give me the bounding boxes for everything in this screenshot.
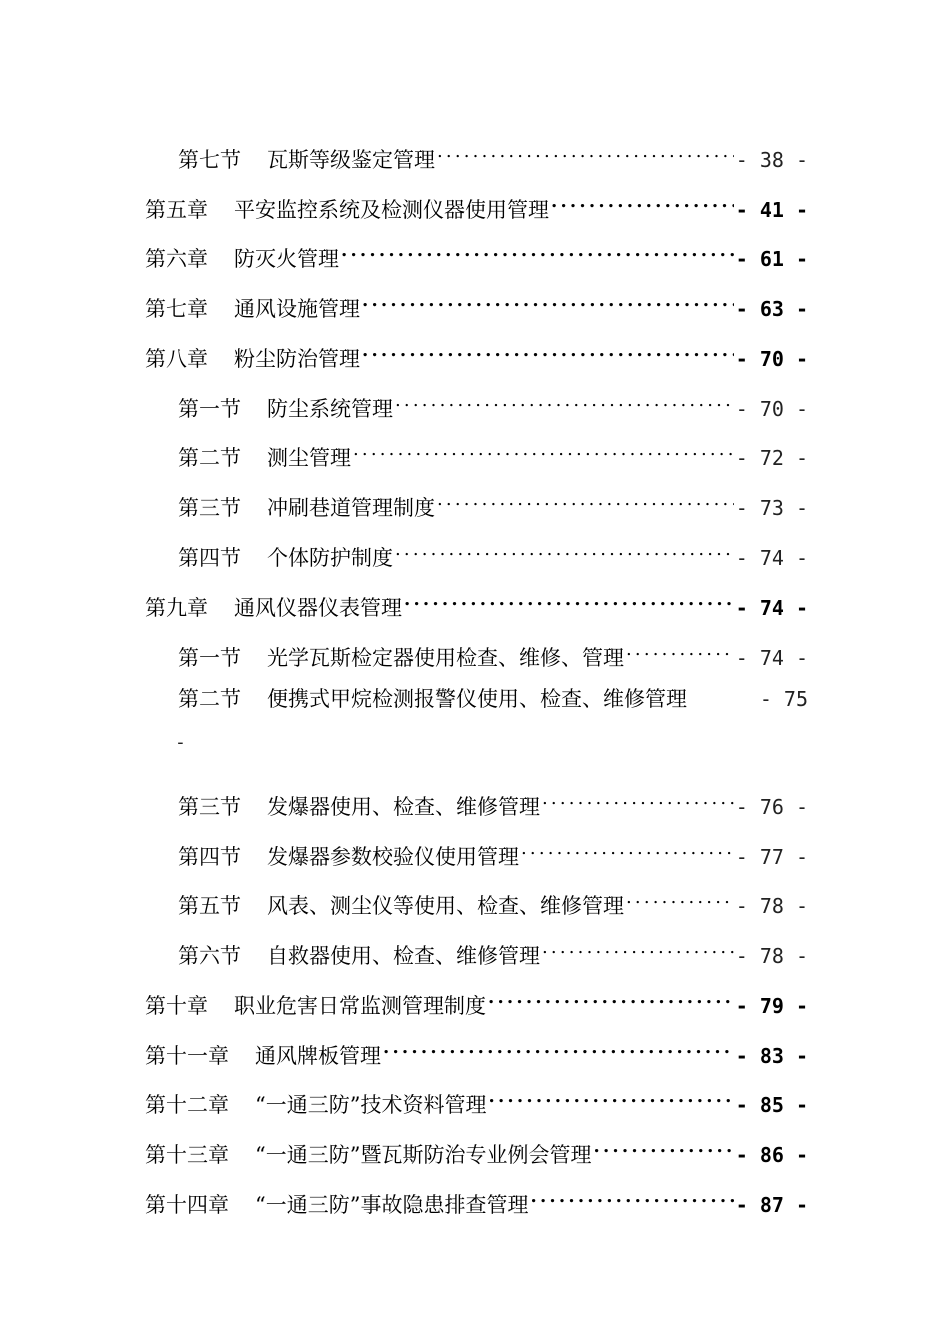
entry-page: - 83 - xyxy=(735,1044,808,1068)
entry-title: 便携式甲烷检测报警仪使用、检查、维修管理 xyxy=(267,687,687,711)
toc-entry[interactable] xyxy=(145,236,808,271)
toc-entry[interactable] xyxy=(178,386,808,421)
toc-entry[interactable] xyxy=(145,1033,808,1068)
entry-title: 光学瓦斯检定器使用检查、维修、管理 xyxy=(267,646,624,670)
entry-title: 冲刷巷道管理制度 xyxy=(267,496,435,520)
entry-number: 第二节 xyxy=(178,687,241,711)
toc-entry[interactable] xyxy=(145,983,808,1018)
dot-leader xyxy=(395,386,734,416)
dot-leader xyxy=(437,485,734,515)
entry-number: 第一节 xyxy=(178,646,241,670)
entry-title: 防灭火管理 xyxy=(234,247,339,271)
entry-number: 第三节 xyxy=(178,496,241,520)
dot-leader xyxy=(362,286,734,316)
entry-page: - 74 - xyxy=(735,546,808,570)
entry-title: 防尘系统管理 xyxy=(267,397,393,421)
entry-number: 第十一章 xyxy=(145,1044,229,1068)
entry-page: - 76 - xyxy=(735,795,808,819)
entry-page: - 87 - xyxy=(735,1193,808,1217)
entry-number: 第五节 xyxy=(178,894,241,918)
entry-page: - 74 - xyxy=(735,596,808,620)
dot-leader xyxy=(626,635,734,665)
toc-entry[interactable] xyxy=(178,834,808,869)
entry-number: 第六章 xyxy=(145,247,208,271)
entry-title: “一通三防”技术资料管理 xyxy=(255,1093,487,1117)
dot-leader xyxy=(626,883,734,913)
dot-leader xyxy=(437,137,734,167)
entry-number: 第四节 xyxy=(178,845,241,869)
entry-number: 第三节 xyxy=(178,795,241,819)
entry-title: 通风牌板管理 xyxy=(255,1044,381,1068)
toc-entry[interactable] xyxy=(175,684,808,753)
entry-page-tail: - xyxy=(175,732,186,753)
entry-page: - 70 - xyxy=(735,347,808,371)
dot-leader xyxy=(551,187,734,217)
entry-title: 发爆器参数校验仪使用管理 xyxy=(267,845,519,869)
entry-page: - 86 - xyxy=(735,1143,808,1167)
entry-number: 第七章 xyxy=(145,297,208,321)
toc-entry[interactable] xyxy=(145,286,808,321)
entry-page: - 72 - xyxy=(735,446,808,470)
entry-page: - 78 - xyxy=(735,944,808,968)
entry-page: - 85 - xyxy=(735,1093,808,1117)
dot-leader xyxy=(521,834,734,864)
entry-title: 通风设施管理 xyxy=(234,297,360,321)
entry-page: - 41 - xyxy=(735,198,808,222)
dot-leader xyxy=(542,933,734,963)
entry-page: - 74 - xyxy=(735,646,808,670)
entry-page: - 79 - xyxy=(735,994,808,1018)
entry-number: 第一节 xyxy=(178,397,241,421)
toc-entry[interactable] xyxy=(145,187,808,222)
toc-entry[interactable] xyxy=(178,435,808,470)
toc-entry[interactable] xyxy=(145,1182,808,1217)
toc-entry[interactable] xyxy=(178,933,808,968)
toc-entry[interactable] xyxy=(145,1132,808,1167)
entry-title: 风表、测尘仪等使用、检查、维修管理 xyxy=(267,894,624,918)
entry-title: 发爆器使用、检查、维修管理 xyxy=(267,795,540,819)
toc-entry[interactable] xyxy=(145,336,808,371)
entry-page: - 77 - xyxy=(735,845,808,869)
entry-page: - 75 xyxy=(759,687,808,711)
entry-page: - 78 - xyxy=(735,894,808,918)
entry-title: 职业危害日常监测管理制度 xyxy=(234,994,486,1018)
dot-leader xyxy=(542,784,734,814)
entry-number: 第七节 xyxy=(178,148,241,172)
entry-page: - 63 - xyxy=(735,297,808,321)
entry-number: 第四节 xyxy=(178,546,241,570)
toc-entry[interactable] xyxy=(178,883,808,918)
entry-title: 粉尘防治管理 xyxy=(234,347,360,371)
entry-title: 自救器使用、检查、维修管理 xyxy=(267,944,540,968)
entry-title: 平安监控系统及检测仪器使用管理 xyxy=(234,198,549,222)
dot-leader xyxy=(353,435,734,465)
toc-entry[interactable] xyxy=(178,535,808,570)
dot-leader xyxy=(383,1033,734,1063)
dot-leader xyxy=(488,1082,733,1112)
entry-page: - 61 - xyxy=(735,247,808,271)
dot-leader xyxy=(362,336,734,366)
toc-entry[interactable] xyxy=(145,1082,808,1117)
entry-number: 第十章 xyxy=(145,994,208,1018)
toc-entry[interactable] xyxy=(178,784,808,819)
entry-number: 第八章 xyxy=(145,347,208,371)
entry-number: 第九章 xyxy=(145,596,208,620)
entry-title: 测尘管理 xyxy=(267,446,351,470)
entry-page: - 38 - xyxy=(735,148,808,172)
toc-entry[interactable] xyxy=(145,585,808,620)
entry-number: 第二节 xyxy=(178,446,241,470)
entry-title: 个体防护制度 xyxy=(267,546,393,570)
dot-leader xyxy=(488,983,734,1013)
dot-leader xyxy=(404,585,734,615)
entry-number: 第五章 xyxy=(145,198,208,222)
dot-leader xyxy=(395,535,734,565)
entry-number: 第十三章 xyxy=(145,1143,229,1167)
entry-number: 第十二章 xyxy=(145,1093,229,1117)
toc-entry[interactable] xyxy=(178,485,808,520)
entry-number: 第六节 xyxy=(178,944,241,968)
entry-title: 通风仪器仪表管理 xyxy=(234,596,402,620)
entry-number: 第十四章 xyxy=(145,1193,229,1217)
entry-title: “一通三防”暨瓦斯防治专业例会管理 xyxy=(255,1143,592,1167)
entry-page: - 70 - xyxy=(735,397,808,421)
entry-title: “一通三防”事故隐患排查管理 xyxy=(255,1193,529,1217)
toc-entry[interactable] xyxy=(178,137,808,172)
entry-page: - 73 - xyxy=(735,496,808,520)
dot-leader xyxy=(341,236,734,266)
toc-entry[interactable] xyxy=(178,635,808,670)
dot-leader xyxy=(530,1182,733,1212)
dot-leader xyxy=(593,1132,733,1162)
entry-title: 瓦斯等级鉴定管理 xyxy=(267,148,435,172)
